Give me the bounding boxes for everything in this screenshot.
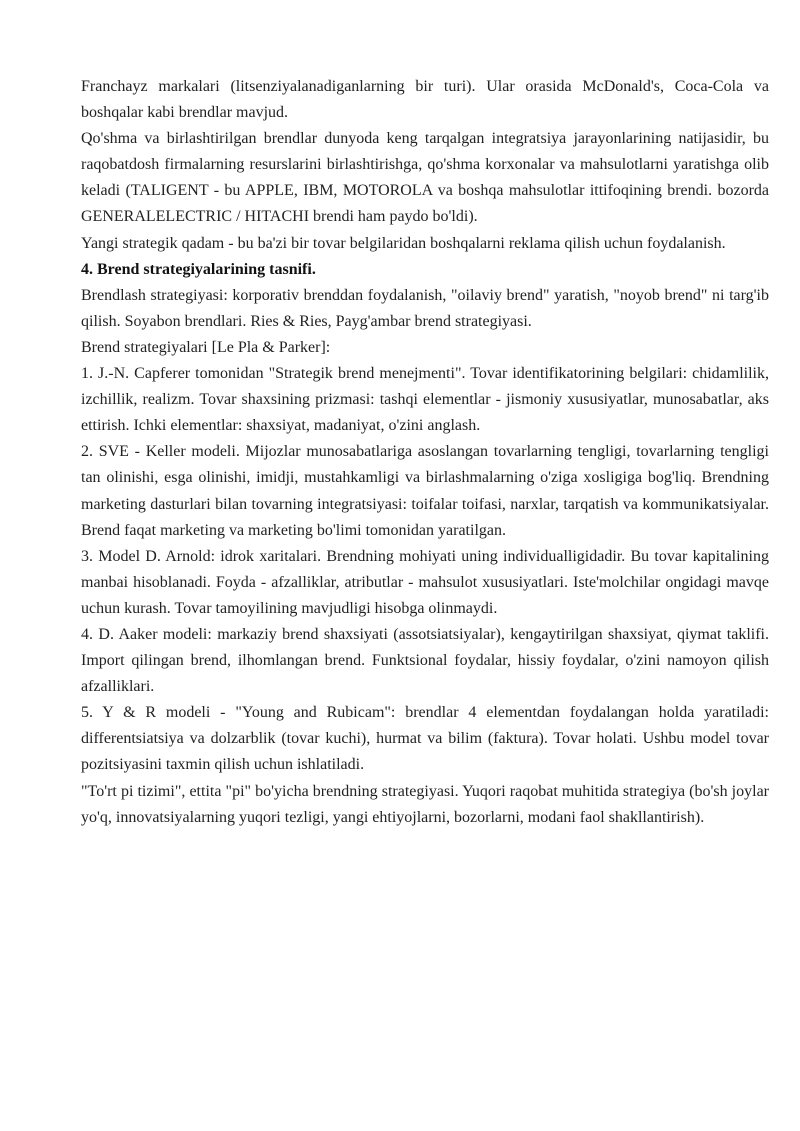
document-page — [81, 74, 769, 831]
paragraph-franchise-brands: Franchayz markalari (litsenziyalanadiganlarning bir turi). Ular orasida McDonald's, Coca-Cola va boshqalar kabi brendlar mavjud. — [81, 78, 769, 122]
list-item-arnold: 3. Model D. Arnold: idrok xaritalari. Brendning mohiyati uning individualligidadir. Bu tovar kapitalining manbai hisoblanadi. Foyda - afzalliklar, atributlar - mahsulot xususiyatlari. Iste'molchilar ongidagi mavqe uchun kurash. Tovar tamoyilining mavjudligi hisobga olinmaydi. — [81, 547, 769, 617]
paragraph-branding-strategy: Brendlash strategiyasi: korporativ brenddan foydalanish, "oilaviy brend" yaratish, "noyob brend" ni targ'ib qilish. Soyabon brendlari. Ries & Ries, Payg'ambar brend strategiyasi. — [81, 286, 769, 330]
list-item-aaker: 4. D. Aaker modeli: markaziy brend shaxsiyati (assotsiatsiyalar), kengaytirilgan shaxsiyat, qiymat taklifi. Import qilingan brend, ilhomlangan brend. Funktsional foydalar, hissiy foydalar, o'zini namoyon qilish afzalliklari. — [81, 625, 769, 696]
list-item-young-rubicam: 5. Y & R modeli - "Young and Rubicam": brendlar 4 elementdan foydalangan holda yaratiladi: differentsiatsiya va dolzarblik (tovar kuchi), hurmat va bilim (faktura). Tovar holati. Ushbu model tovar pozitsiyasini taxmin qilish uchun ishlatiladi. — [81, 704, 769, 774]
section-heading: 4. Brend strategiyalarining tasnifi. — [81, 260, 316, 278]
list-item-keller: 2. SVE - Keller modeli. Mijozlar munosabatlariga asoslangan tovarlarning tengligi, tovarlarning tengligi tan olinishi, esga olinishi, imidji, mustahkamligi va birlashmalarning o'ziga xosligiga bog'liq. Brendning marketing dasturlari bilan tovarning integratsiyasi: toifalar toifasi, narxlar, tarqatish va kommunikatsiyalar. Brend faqat marketing va marketing bo'limi tomonidan yaratilgan. — [81, 443, 769, 539]
paragraph-joint-brands: Qo'shma va birlashtirilgan brendlar dunyoda keng tarqalgan integratsiya jarayonlarining natijasidir, bu raqobatdosh firmalarning resurslarini birlashtirishga, qo'shma korxonalar va mahsulotlarni yaratishga olib keladi (TALIGENT - bu APPLE, IBM, MOTOROLA va boshqa mahsulotlar ittifoqining brendi. bozorda GENERALELECTRIC / HITACHI brendi ham paydo bo'ldi). — [81, 130, 769, 226]
paragraph-brand-strategies-intro: Brend strategiyalari [Le Pla & Parker]: — [81, 338, 331, 356]
paragraph-four-pi-system: "To'rt pi tizimi", ettita "pi" bo'yicha brendning strategiyasi. Yuqori raqobat muhitida strategiya (bo'sh joylar yo'q, innovatsiyalarning yuqori tezligi, yangi ehtiyojlarni, bozorlarni, modani faol shakllantirish). — [81, 782, 769, 826]
list-item-capferer: 1. J.-N. Capferer tomonidan "Strategik brend menejmenti". Tovar identifikatorining belgilari: chidamlilik, izchillik, realizm. Tovar shaxsining prizmasi: tashqi elementlar - jismoniy xususiyatlar, munosabatlar, aks ettirish. Ichki elementlar: shaxsiyat, madaniyat, o'zini anglash. — [81, 365, 769, 435]
paragraph-new-strategic-step: Yangi strategik qadam - bu ba'zi bir tovar belgilaridan boshqalarni reklama qilish uchun foydalanish. — [81, 234, 726, 252]
